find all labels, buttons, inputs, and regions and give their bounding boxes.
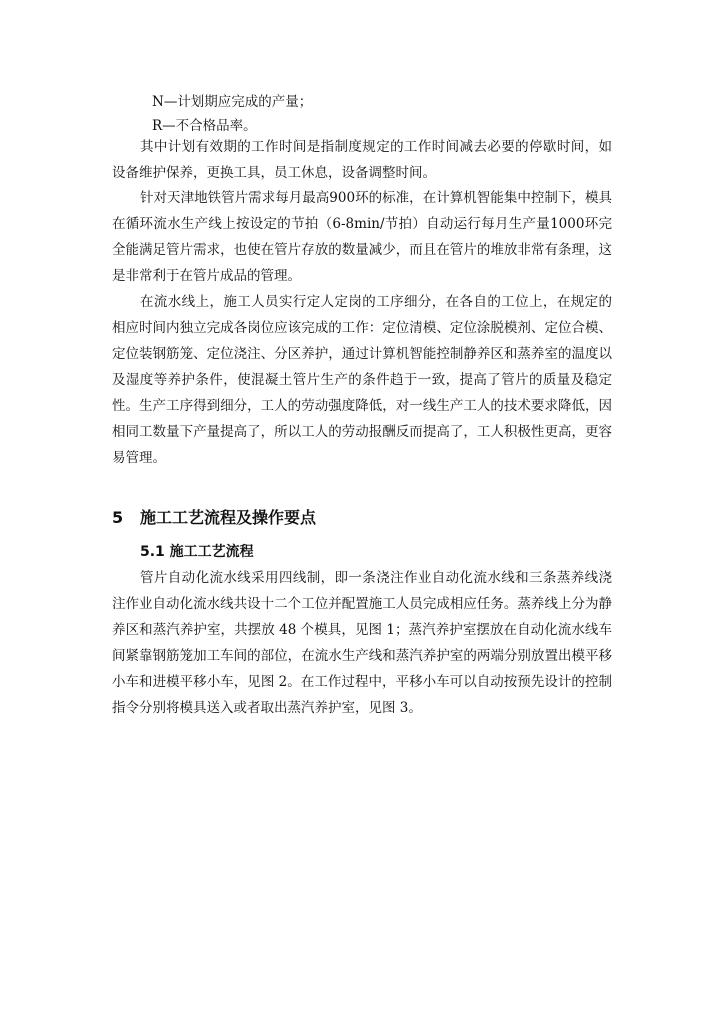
paragraph-process-flow: 管片自动化流水线采用四线制，即一条浇注作业自动化流水线和三条蒸养线浇注作业自动化流水线共设十二个工位并配置施工人员完成相应任务。蒸养线上分为静养区和蒸汽养护室，共摆放 48 个模具，见图 1；蒸汽养护室摆放在自动化流水线车间紧靠钢筋笼加工车间的部位，在流水生产线和蒸汽养护室的两端分别放置出模平移小车和进模平移小车，见图 2。在工作过程中，平移小车可以自动按预先设计的控制指令分别将模具送入或者取出蒸汽养护室，见图 3。	[112, 570, 612, 716]
subsection-heading: 5.1 施工工艺流程	[140, 544, 254, 560]
paragraph-demand: 针对天津地铁管片需求每月最高900环的标准，在计算机智能集中控制下，模具在循环流水生产线上按设定的节拍（6-8min/节拍）自动运行每月生产量1000环完全能满足管片需求，也使在管片存放的数量减少，而且在管片的堆放非常有条理，这是非常利于在管片成品的管理。	[112, 190, 612, 284]
paragraph-working-time: 其中计划有效期的工作时间是指制度规定的工作时间减去必要的停歇时间，如设备维护保养，更换工具，员工休息，设备调整时间。	[112, 139, 612, 181]
section-number: 5	[112, 508, 124, 527]
definition-r: R—不合格品率。	[152, 118, 257, 134]
definition-n: N—计划期应完成的产量；	[152, 94, 313, 110]
section-heading	[112, 505, 316, 528]
section-title: 施工工艺流程及操作要点	[140, 508, 317, 527]
paragraph-assembly-line: 在流水线上，施工人员实行定人定岗的工序细分，在各自的工位上，在规定的相应时间内独立完成各岗位应该完成的工作：定位清模、定位涂脱模剂、定位合模、定位装钢筋笼、定位浇注、分区养护，通过计算机智能控制静养区和蒸养室的温度以及湿度等养护条件，使混凝土管片生产的条件趋于一致，提高了管片的质量及稳定性。生产工序得到细分，工人的劳动强度降低，对一线生产工人的技术要求降低，因相同工数量下产量提高了，所以工人的劳动报酬反而提高了，工人积极性更高，更容易管理。	[112, 294, 612, 466]
